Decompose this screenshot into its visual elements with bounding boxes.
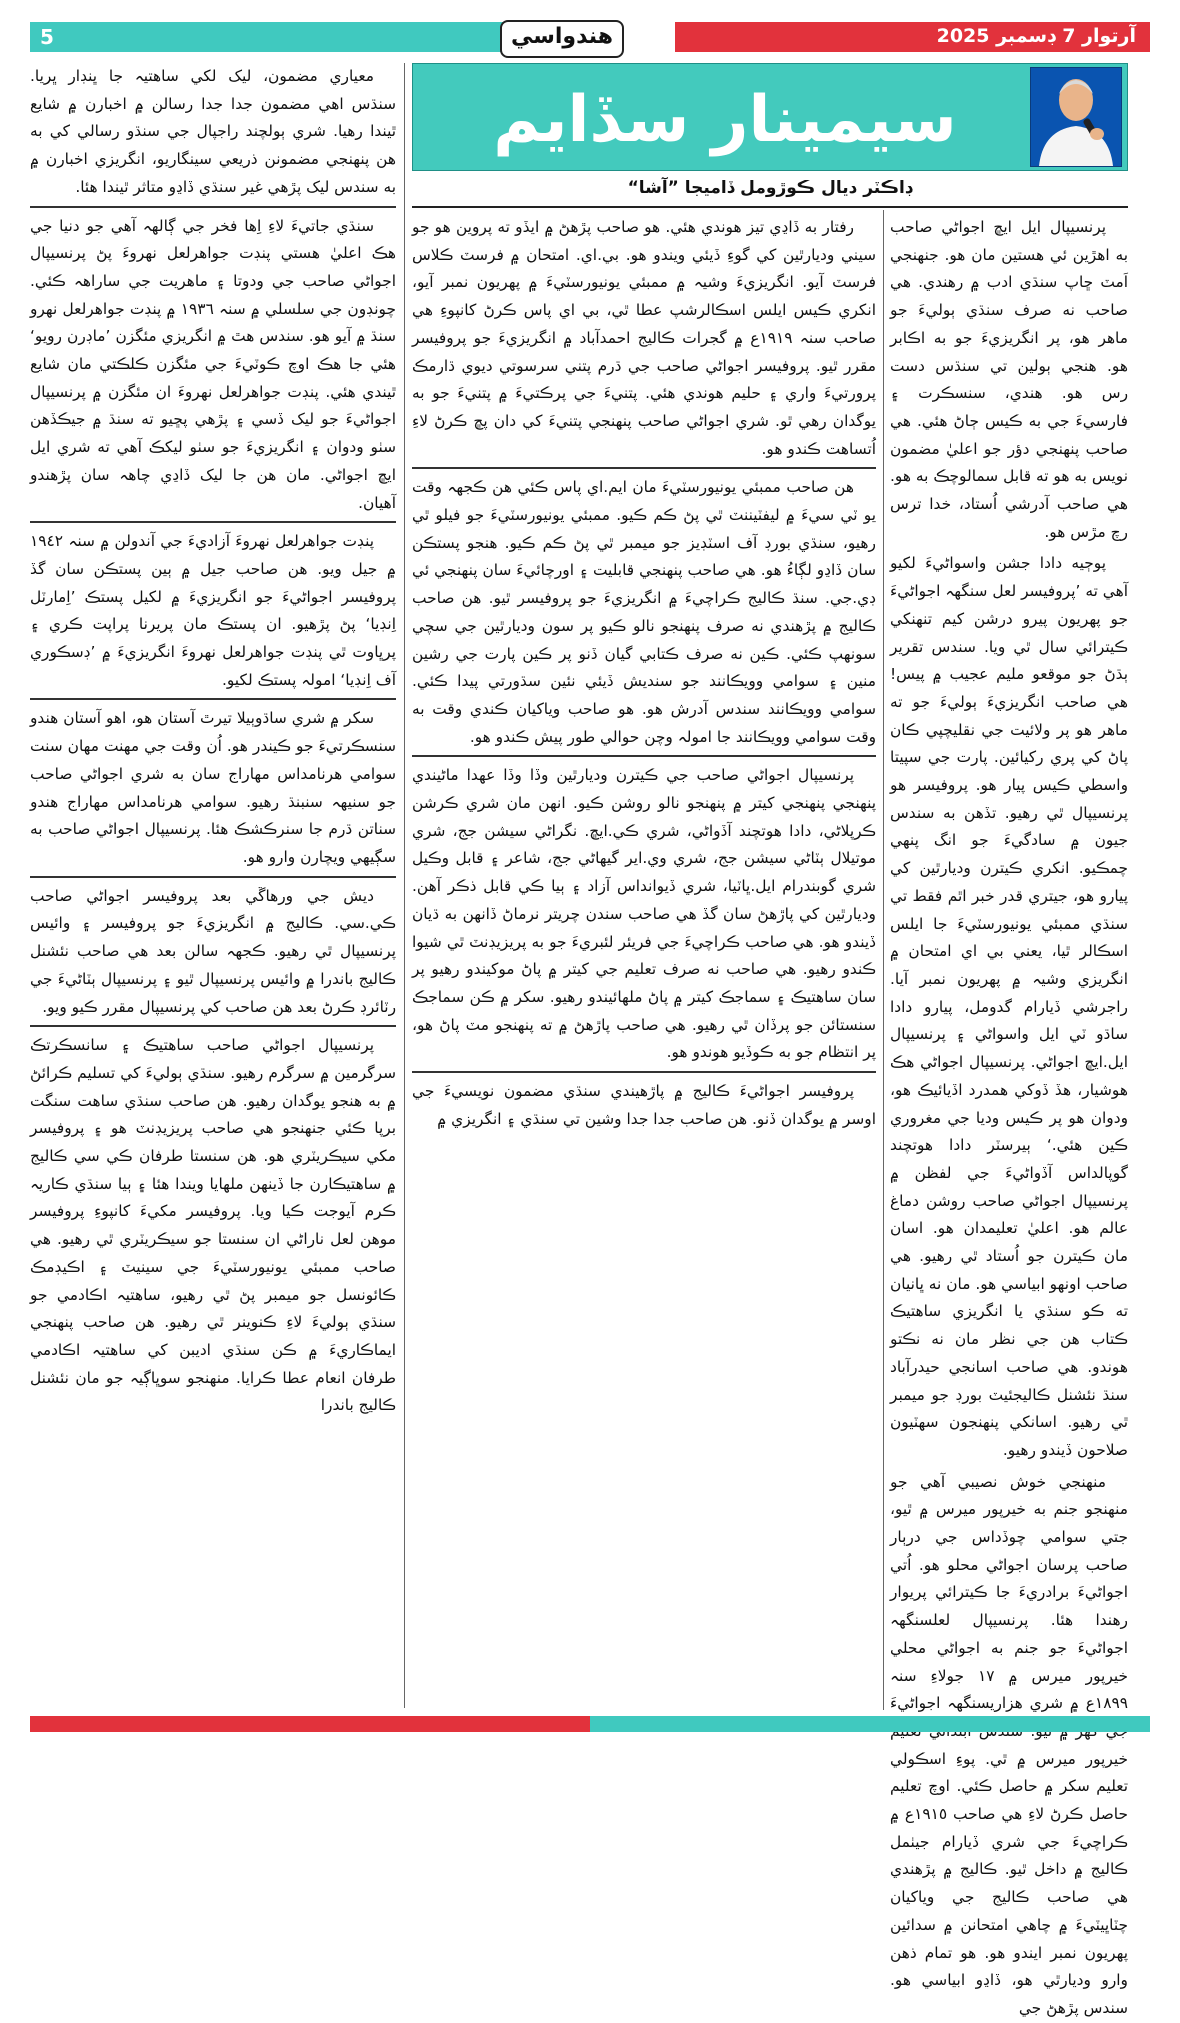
article-column-middle bbox=[412, 214, 876, 1706]
paragraph-separator bbox=[30, 698, 396, 700]
article-column-left bbox=[30, 63, 396, 1706]
column-divider bbox=[404, 63, 405, 1708]
paragraph: پرنسيپال اجواڻي صاحب ساهتيڪ ۽ سانسڪرتڪ سرگرمين ۾ سرگرم رهيو. سنڌي ٻوليءَ کي تسليم ڪرائڻ ۾ به هنجو يوگدان رهيو. هن صاحب سنڌي ساهت سنگت برپا ڪئي جنهنجو هي صاحب پريزيڊنٽ هو ۽ پروفيسر مکي سيڪريٽري هو. هن سنستا طرفان ڪي سي ڪاليج ۾ ساهتيڪارن جا ڏينهن ملهايا ويندا هئا ۽ ٻيا سنڌي ڪاريہ ڪرم آيوجت ڪيا ويا. پروفيسر مکيءَ کانپوءِ پروفيسر موهن لعل ناراڻي ان سنستا جو سيڪريٽري ٿي رهيو. هي صاحب ممبئي يونيورسٽيءَ جي سينيٽ ۽ اڪيڊمڪ ڪائونسل جو ميمبر پڻ ٿي رهيو، ساهتيہ اڪادمي جو سنڌي ٻوليءَ لاءِ ڪنوينر ٿي رهيو. هن صاحب پنهنجي ايماڪاريءَ ۾ ڪن سنڌي اديبن کي ساهتيہ اڪادمي طرفان انعام عطا ڪرايا. منهنجو سوڀاڳيہ جو مان نئشنل ڪاليج باندرا bbox=[30, 1036, 396, 1415]
footer-bar bbox=[30, 1716, 1150, 1732]
paragraph-separator bbox=[30, 206, 396, 208]
byline-divider bbox=[412, 206, 1128, 208]
masthead-logo: هندواسي bbox=[500, 20, 624, 58]
article-title: سيمينار سڏايم bbox=[493, 83, 957, 157]
paragraph-separator bbox=[412, 755, 876, 757]
author-portrait-icon bbox=[1030, 67, 1122, 167]
article-column-right bbox=[889, 214, 1129, 2017]
paragraph: پنڊت جواهرلعل نهروءَ آزاديءَ جي آندولن ۾ سنہ ١٩٤٢ ۾ جيل ويو. هن صاحب جيل ۾ ٻين پستڪن سان گڏ پروفيسر اجواڻيءَ جو انگريزيءَ ۾ لکيل پستڪ ’اِمارٽل اِنڊيا‘ پڻ پڙهيو. ان پستڪ مان پريرنا پراپت ڪري ۽ پرڀاوت ٿي پنڊت جواهرلعل نهروءَ انگريزيءَ ۾ ’ڊسڪوري آف اِنڊيا‘ امولہ پستڪ لکيو. bbox=[30, 532, 396, 689]
paragraph: پروفيسر اجواڻيءَ ڪاليج ۾ پاڙهيندي سنڌي مضمون نويسيءَ جي اوسر ۾ يوگدان ڏنو. هن صاحب جدا جدا وشين تي سنڌي ۽ انگريزي ۾ bbox=[412, 1082, 876, 1128]
column-divider bbox=[883, 210, 884, 1710]
paragraph: پوڄيه دادا جشن واسواڻيءَ لکيو آهي ته ’پروفيسر لعل سنگهہ اجواڻيءَ جو پهريون پيرو درشن کيم تنهنکي ڪيترائي سال ٿي ويا. سندس تقرير ٻڌڻ جو موقعو مليم عجيب ۾ پيس! هي صاحب انگريزيءَ ٻوليءَ جو ته ماهر هو پر ولائيت جي نقليچپي ڪان پاڻ کي پري رکيائين. پارت جي سپيتا واسطي ڪيس پيار هو. پروفيسر هو پرنسيپال ٿي رهيو. تڏهن به سندس جيون ۾ سادگيءَ جو انگ پنهي چمڪيو. انکري ڪيترن وديارٿين کي پيارو هو، جيتري قدر خبر اٿم فقط تي سنڌي ممبئي يونيورسٽيءَ جا ايلس اسڪالر ٿيا، يعني بي اي امتحان ۾ انگريزي وشيہ ۾ پهريون نمبر آيا. راجرشي ڏيارام گدومل، پيارو دادا ساڌو ٽي ايل واسواڻي ۽ پرنسيپال ايل.ايڇ اجواڻي. پرنسيپال اجواڻي هڪ هوشيار، هڏ ڏوکي همدرد اڏيائيڪ هو، ودوان هو پر ڪيس وديا جي مغروري ڪين هئي.‘ ٻيرسٽر دادا هوتچند گوپالداس آڏواڻيءَ جي لفظن ۾ پرنسيپال اجواڻي صاحب روشن دماغ عالم هو. اعليٰ تعليمدان هو. اسان مان ڪيترن جو اُستاد ٿي رهيو. هي صاحب اونهو ابياسي هو. مان نه ڀانيان ته ڪو سنڌي يا انگريزي ساهتيڪ ڪتاب هن جي نظر مان نه نڪتو هوندو. هي صاحب اسانجي حيدرآباد سنڌ نئشنل ڪاليجئيٽ بورڊ جو ميمبر ٿي رهيو. اسانکي پنهنجون سهٽيون صلاحون ڏيندو رهيو. bbox=[889, 554, 1128, 1459]
paragraph: ديش جي ورهاڱي بعد پروفيسر اجواڻي صاحب ڪي.سي. ڪاليج ۾ انگريزيءَ جو پروفيسر ۽ وائيس پرنسيپال ٿي رهيو. ڪجهہ سالن بعد هي صاحب نئشنل ڪاليج باندرا ۾ وائيس پرنسيپال ٿيو ۽ پرنسيپال ٻٽاڻيءَ جي رٽائرڊ ڪرڻ بعد هن صاحب کي پرنسيپال مقرر ڪيو ويو. bbox=[30, 886, 396, 1016]
page-number: 5 bbox=[40, 25, 54, 49]
paragraph-separator bbox=[30, 521, 396, 523]
header-bar-right bbox=[675, 22, 1150, 52]
footer-bar-right bbox=[590, 1716, 1150, 1732]
header-bar-left bbox=[30, 22, 505, 52]
article-byline: ڊاڪٽر ديال ڪوڙومل ڏاميجا ”آشا“ bbox=[627, 178, 913, 198]
paragraph: منهنجي خوش نصيبي آهي جو منهنجو جنم به خيرپور ميرس ۾ ٿيو، جتي سوامي چوڏداس جي درٻار صاحب پرسان اجواڻي محلو هو. اُتي اجواڻيءَ برادريءَ جا ڪيترائي پريوار رهندا هئا. پرنسيپال لعلسنگهہ اجواڻيءَ جو جنم به اجواڻي محلي خيرپور ميرس ۾ ١٧ جولاءِ سنہ ١٨٩٩ع ۾ شري هزاريسنگهہ اجواڻيءَ خيرپور ميرس ۾ ٿي. پوءِ اسڪولي تعليم سکر ۾ حاصل ڪئي. اوچ تعليم حاصل ڪرڻ لاءِ هي صاحب ١٩١٥ع ۾ ڪراچيءَ جي شري ڏيارام جيٺمل ڪاليج ۾ داخل ٿيو. ڪاليج ۾ پڙهندي هي صاحب ڪاليج جي وياکيان چٽاڀيٽيءَ ۾ چاهي امتحانن ۾ سدائين پهريون نمبر ايندو هو. هو تمام ذهن وارو وديارٿي هو، ڏاڍو ابياسي هو. سندس پڙهڻ جي bbox=[890, 1472, 1129, 2017]
paragraph-separator bbox=[412, 1071, 876, 1073]
paragraph: معياري مضمون، ليک لکي ساهتيہ جا ڀنڊار ڀريا. سنڌس اهي مضمون جدا جدا رسالن ۾ اخبارن ۾ شايع ٿيندا رهيا. شري ٻولچند راجپال جي سنڌو رسالي کي به هن پنهنجي مضمونن ذريعي سينگاريو، انگريزي اخبارن ۾ به سندس ليک پڙهي غير سنڌي ڏاڍو متاثر ٿيندا هئا. bbox=[30, 67, 396, 196]
paragraph-separator bbox=[30, 876, 396, 878]
paragraph: پرنسيپال ايل ايڇ اجواڻي صاحب به اهڙين ئي هستين مان هو. جنهنجي اَمٽ ڇاپ سنڌي ادب ۾ رهندي. هي صاحب نه صرف سنڌي ٻوليءَ جو ماهر هو، پر انگريزيءَ جو به اڪابر هو. هنجي ٻولين تي سنڌس دست رس هو. هندي، سنسڪرت ۽ فارسيءَ جي به ڪيس ڄاڻ هئي. هي صاحب پنهنجي دؤر جو اعليٰ مضمون نويس به هو ته قابل سمالوچڪ به هو. هي صاحب آدرشي اُستاد، خدا ترس رچ مڙس هو. bbox=[890, 218, 1128, 541]
paragraph-separator bbox=[412, 467, 876, 469]
footer-bar-left bbox=[30, 1716, 590, 1732]
paragraph: سنڌي جاتيءَ لاءِ اِها فخر جي ڳالهہ آهي جو دنيا جي هڪ اعليٰ هستي پنڊت جواهرلعل نهروءَ پڻ پرنسيپال اجواڻي صاحب جي ودوتا ۽ ماهريت جي ساراهہ ڪئي. چونڊون جي سلسلي ۾ سنہ ١٩٣٦ ۾ پنڊت جواهرلعل نهرو سنڌ ۾ آيو هو. سندس هٿ ۾ انگريزي مئگزن ’ماڊرن رويو‘ هئي جا هڪ اوچ ڪوٽيءَ جي مئگزن ڪلڪتي مان شايع ٿيندي هئي. پنڊت جواهرلعل نهروءَ ان مئگزن ۾ پرنسيپال اجواڻيءَ جو ليک ڏسي ۽ پڙهي پڇيو ته سنڌ ۾ جيڪڏهن سٺو ودوان ۽ انگريزيءَ جو سٺو ليکڪ آهي ته شري ايل ايڇ اجواڻي. مان هن جا ليک ڏاڍي چاهہ سان پڙهندو آهيان. bbox=[30, 216, 396, 512]
issue-date: آرتوار 7 ڊسمبر 2025 bbox=[936, 25, 1136, 47]
paragraph-separator bbox=[30, 1025, 396, 1027]
paragraph: پرنسيپال اجواڻي صاحب جي ڪيترن وديارٿين وڏا وڏا عهدا ماڻيندي پنهنجي پنهنجي کيتر ۾ پنهنجو نالو روشن ڪيو. انهن مان شري ڪرشن ڪرپلاڻي، دادا هوتچند آڏواڻي، شري ڪي.ايڇ. نگراڻي سيشن جج، شري موتيلال ٻٽاڻي سيشن جج، شري وي.اير گيهاڻي جج، شاعر ۽ قابل وڪيل شري گوبندرام ايل.ڀاٽيا، شري ڏيوانداس آزاد ۽ ٻيا ڪي قابل ذڪر آهن. وديارٿين کي پاڙهڻ سان گڏ هي صاحب سندن چريتر نرماڻ ڏانهن به ڌيان ڏيندو هو. هي صاحب ڪراچيءَ جي فريئر لئبريءَ جو به پريزيڊنٽ ٿي شيوا ڪندو رهيو. هي صاحب نه صرف تعليم جي کيتر ۾ پاڻ موکيندو رهيو پر سان ساهتيڪ ۽ سماجڪ کيتر ۾ پاڻ ملهائيندو رهيو. سکر ۾ ڪن سماجڪ سنستائن جو پرڏان ٿي رهيو. هي صاحب پاڙهڻ ۾ ته پنهنجو مٽ پاڻ هو، پر انتظام جو به ڪوڏيو هوندو هو. bbox=[412, 766, 876, 1062]
paragraph: هن صاحب ممبئي يونيورسٽيءَ مان ايم.اي پاس ڪئي هن ڪجهہ وقت يو ٽي سيءَ ۾ ليفٽيننٽ ٿي پڻ ڪم ڪيو. ممبئي يونيورسٽيءَ جو فيلو ٿي رهيو، سنڌي بورڊ آف اسٽڊيز جو ميمبر ٿي پڻ ڪم ڪيو. هنجو پستڪن سان ڏاڍو لڳاءُ هو. هي صاحب پنهنجي قابليت ۽ اورچائيءَ سان پنهنجي ئي ڊي.جي. سنڌ ڪاليج ڪراچيءَ ۾ انگريزيءَ جو پروفيسر ٿيو. هن صاحب ڪاليج ۾ پڙهندي نه صرف پنهنجو نالو ڪيو پر سون وديارٿين جي سچي سونهپ ڪئي. ڪين نه صرف ڪتابي گيان ڏنو پر ڪين پارت جي رشين منين ۽ سوامي وويڪانند جو سنديش ڏيئي نئين سڌورتي پيدا ڪئي. سوامي وويڪانند سندس آدرش هو. هو صاحب وياکيان ڪندي وقت به وقت سوامي وويڪانند جا امولہ وچن حوالي طور پيش ڪندو هو. bbox=[412, 478, 876, 746]
paragraph: رفتار به ڏاڍي تيز هوندي هئي. هو صاحب پڙهڻ ۾ ايڏو ته پروين هو جو سيني وديارٿين کي گوءِ ڏيئي ويندو هو. بي.اي. امتحان ۾ فرسٽ ڪلاس فرسٽ آيو. انگريزيءَ وشيہ ۾ ممبئي يونيورسٽيءَ ۾ پهريون نمبر آيو، انکري ڪيس ايلس اسڪالرشپ عطا ٿي، بي اي پاس ڪرڻ کانپوءِ هي صاحب سنہ ١٩١٩ع ۾ گجرات ڪاليج احمدآباد ۾ انگريزيءَ جو پروفيسر مقرر ٿيو. پروفيسر اجواڻي صاحب جي ڌرم پتني سرسوتي ديوي ڌارمڪ پرورتيءَ واري ۽ حليم هوندي هئي. پتنيءَ جي پرڪتيءَ ۾ پتنيءَ جو به يوگدان رهي ٿو. شري اجواڻي صاحب پنهنجي پتنيءَ کي دان پڇ ڪرڻ لاءِ اُتساهت ڪندو هو. bbox=[412, 218, 876, 458]
paragraph: سکر ۾ شري ساڌوٻيلا تيرٿ آستان هو، اهو آستان هندو سنسڪرتيءَ جو ڪيندر هو. اُن وقت جي مهنت مهان سنت سوامي هرنامداس مهاراج سان به شري اجواڻي صاحب جو سنيهہ سنبنڌ رهيو. سوامي هرنامداس مهاراج هندو سناتن ڌرم جا سنرڪشڪ هئا. پرنسيپال اجواڻي صاحب به سڳيهي ويچارن وارو هو. bbox=[30, 709, 396, 866]
